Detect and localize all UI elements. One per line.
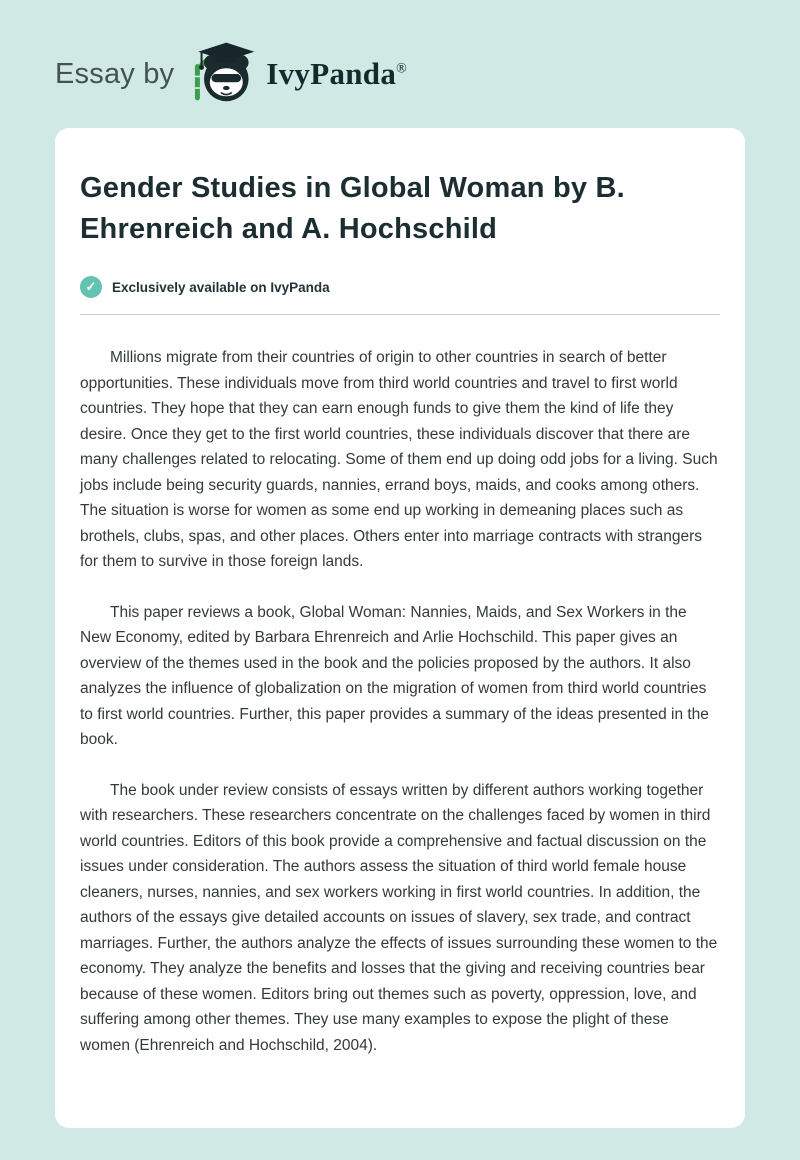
essay-paragraph-1: Millions migrate from their countries of origin to other countries in search of better opportunities. These individuals move from third world countries and travel to first world countries. They hope that they can earn enough funds to give them the kind of life they desire. Once they get to the first world countries, these individuals discover that there are many challenges related to relocating. Some of them end up doing odd jobs for a living. Such jobs include being security guards, nannies, errand boys, maids, and cooks among others. The situation is worse for women as some end up working in demeaning places such as brothels, clubs, spas, and other places. Others enter into marriage contracts with strangers for them to survive in those foreign lands. <box>80 349 718 571</box>
ivypanda-logo <box>190 41 407 107</box>
essay-by-label: Essay by <box>55 57 175 90</box>
essay-body <box>80 345 720 1058</box>
page-title: Gender Studies in Global Woman by B. Ehrenreich and A. Hochschild <box>80 172 625 246</box>
essay-paragraph-3: The book under review consists of essays written by different authors working together with researchers. These researchers concentrate on the challenges faced by women in third world countries. Editors of this book provide a comprehensive and factual discussion on the issues under consideration. The authors assess the situation of third world female house cleaners, nurses, nannies, and sex workers working in first world countries. In addition, the authors of the essays give detailed accounts on issues of slavery, sex trade, and contract marriages. Further, the authors analyze the effects of issues surrounding these women to the economy. They analyze the benefits and losses that the giving and receiving countries bear because of these women. Editors bring out themes such as poverty, oppression, love, and suffering among other themes. They use many examples to expose the plight of these women (Ehrenreich and Hochschild, 2004). <box>80 781 718 1054</box>
page-header <box>0 0 800 110</box>
check-icon: ✓ <box>80 276 102 298</box>
essay-card <box>55 128 745 1128</box>
registered-mark: ® <box>396 61 408 77</box>
brand-name: IvyPanda® <box>266 56 408 91</box>
essay-paragraph-2: This paper reviews a book, Global Woman: Nannies, Maids, and Sex Workers in the New Economy, edited by Barbara Ehrenreich and Arlie Hochschild. This paper gives an overview of the themes used in the book and the policies proposed by the authors. It also analyzes the influence of globalization on the migration of women from third world countries to first world countries. Further, this paper provides a summary of the ideas presented in the book. <box>80 603 709 749</box>
divider <box>80 314 720 315</box>
availability-badge <box>80 276 720 298</box>
availability-badge-label: Exclusively available on IvyPanda <box>112 279 330 295</box>
panda-graduation-logo-icon <box>190 41 256 107</box>
